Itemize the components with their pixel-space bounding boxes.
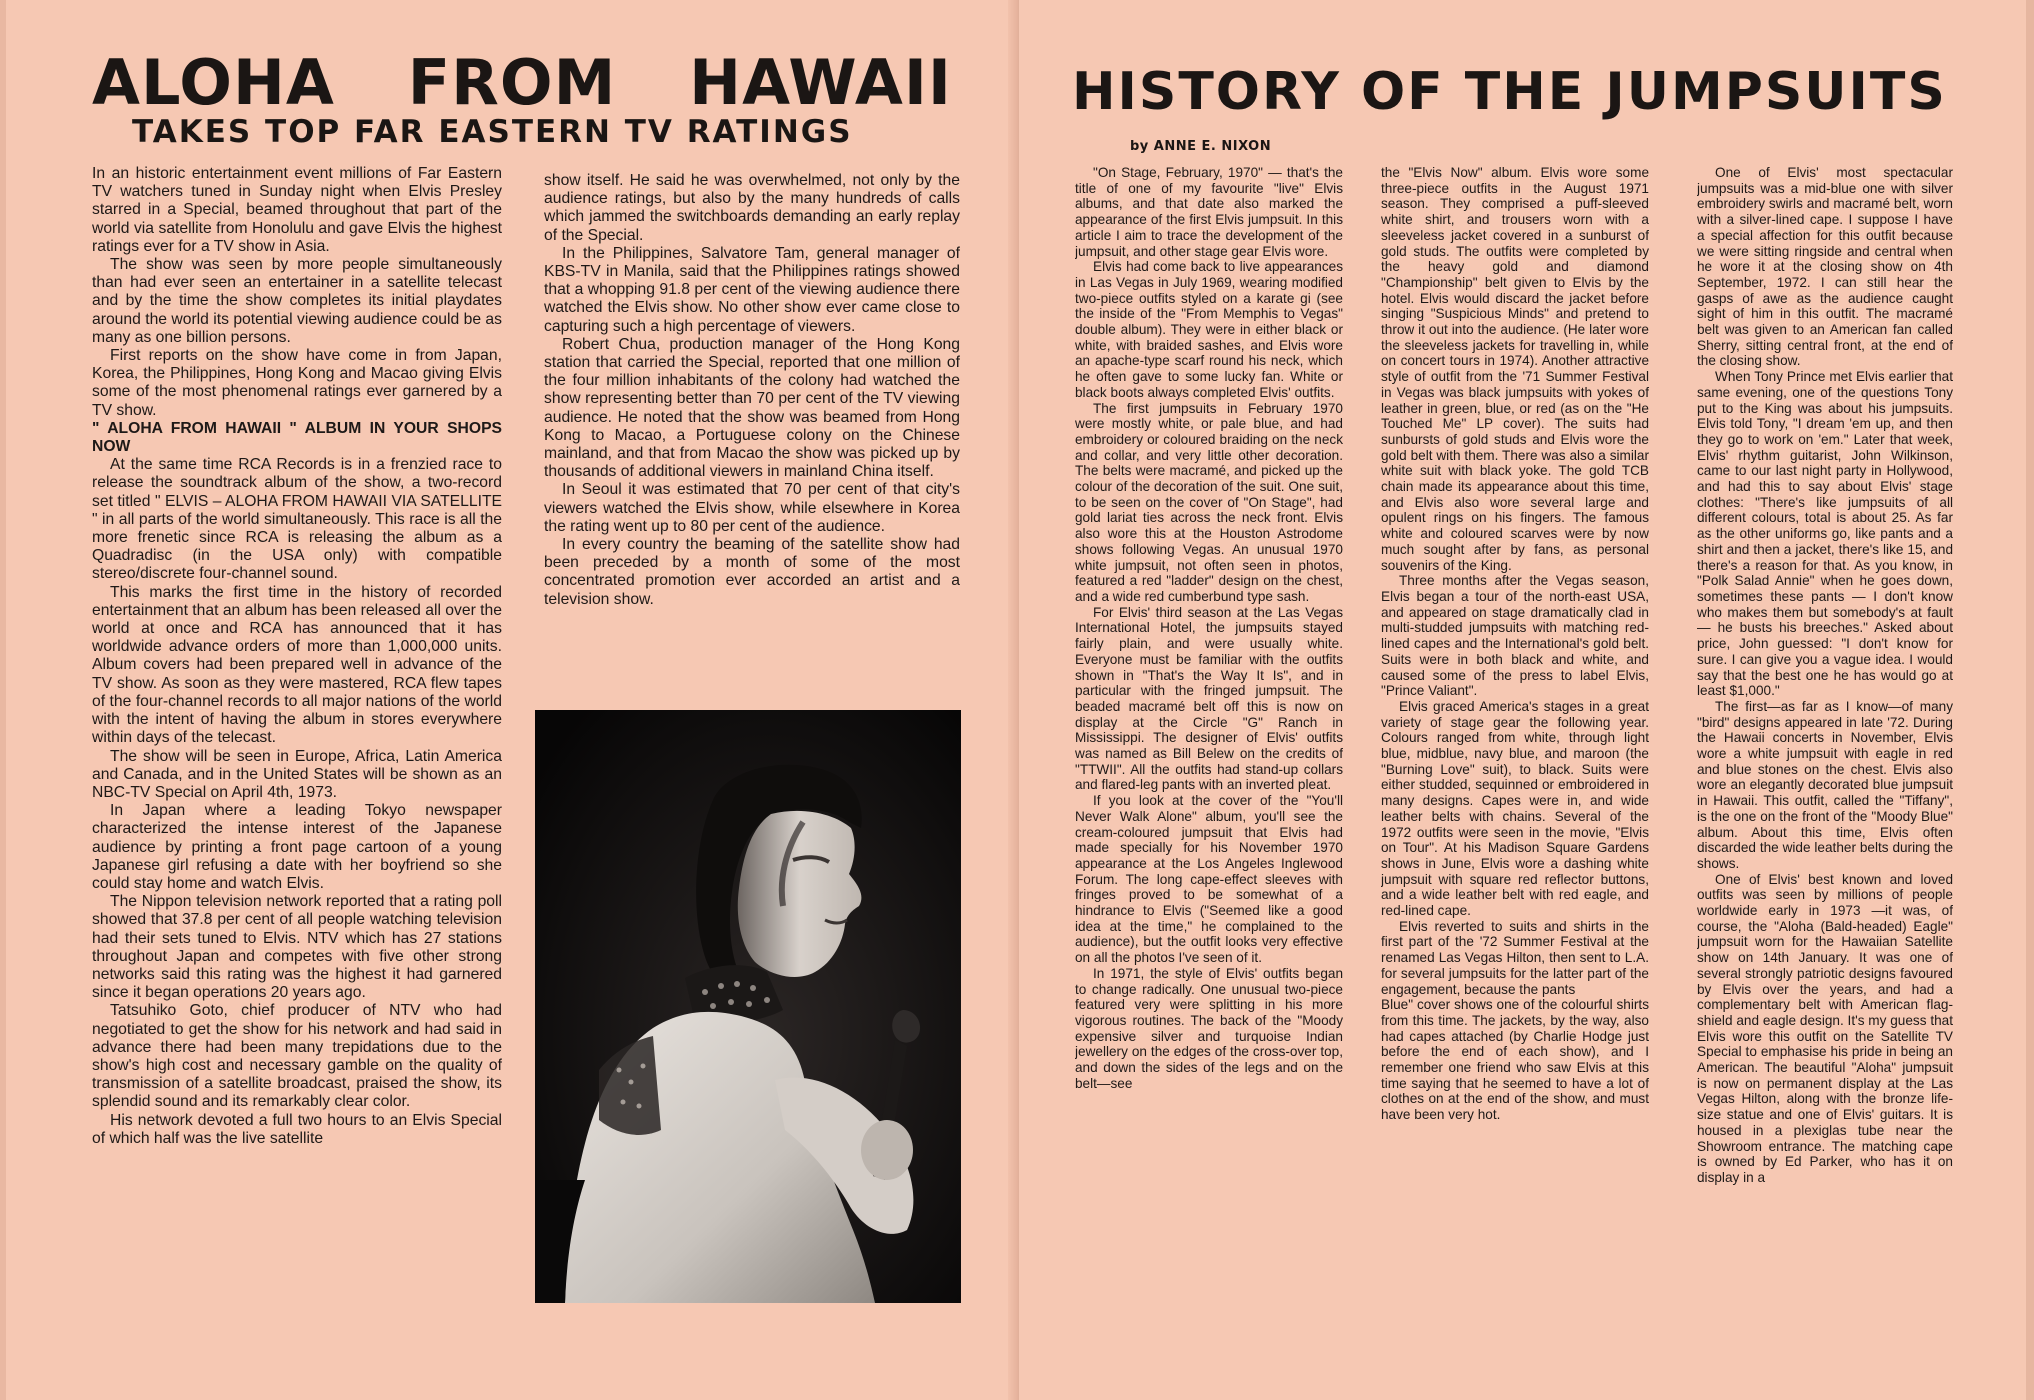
paragraph: One of Elvis' best known and loved outfits was seen by millions of people worldwide early in 1973 —it was, of course, the "Aloha (Bald-headed) Eagle" jumpsuit worn for the Hawaiian Satellite show on 14th January. It was one of several strongly patriotic designs favoured by Elvis over the years, and had a complementary belt with American flag-shield and eagle design. It's my guess that Elvis wore this outfit on the Satellite TV Special to emphasise his pride in being an American. The beautiful "Aloha" jumpsuit is now on permanent display at the Las Vegas Hilton, along with the bronze life-size statue and one of Elvis' guitars. It is housed in a plexiglas tube near the Showroom entrance. The matching cape is owned by Ed Parker, who has it on display in a (1697, 871, 1953, 1185)
performer-photo-illustration (535, 710, 961, 1303)
right-article-column-1 (1075, 165, 1343, 1335)
performer-photo (535, 710, 961, 1303)
paragraph: This marks the first time in the history of recorded entertainment that an album has been released all over the world at once and RCA has announced that it has worldwide advance orders of more than 1,000,000 units. Album covers had been prepared well in advance of the TV show. As soon as they were mastered, RCA flew tapes of the four-channel records to all major nations of the world with the intent of having the album in stores everywhere within days of the telecast. (92, 583, 502, 747)
paragraph: the "Elvis Now" album. Elvis wore some three-piece outfits in the August 1971 season. They comprised a puff-sleeved white shirt, and trousers worn with a sleeveless jacket covered in a sunburst of gold studs. The outfits were completed by the heavy gold and diamond "Championship" belt given to Elvis by the hotel. Elvis would discard the jacket before singing "Suspicious Minds" and pretend to throw it out into the audience. (He later wore the sleeveless jackets for travelling in, while on concert tours in 1974). Another attractive style of outfit from the '71 Summer Festival in Vegas was black jumpsuits with yokes of leather in green, blue, or red (as on the "He Touched Me" LP cover). The suits had sunbursts of gold studs and Elvis wore the gold belt with them. There was also a similar white suit with black yoke. The gold TCB chain made its appearance about this time, and Elvis also wore several large and opulent rings on his fingers. The famous white and coloured scarves were by now much sought after by fans, as personal souvenirs of the King. (1381, 165, 1649, 573)
paragraph: Blue" cover shows one of the colourful shirts from this time. The jackets, by the way, also had capes attached (by Charlie Hodge just before the end of each show), and I remember one friend who saw Elvis at this time saying that he seemed to have a lot of clothes on at the end of the show, and must have been very hot. (1381, 997, 1649, 1123)
paragraph: His network devoted a full two hours to an Elvis Special of which half was the live satellite (92, 1111, 502, 1147)
article-subheadline: TAKES TOP FAR EASTERN TV RATINGS (132, 114, 853, 150)
paragraph: For Elvis' third season at the Las Vegas International Hotel, the jumpsuits stayed fairly plain, and were usually white. Everyone must be familiar with the outfits shown in "That's the Way It Is", and in particular with the fringed jumpsuit. The beaded macramé belt off this is now on display at the Circle "G" Ranch in Mississippi. The designer of Elvis' outfits was named as Bill Belew on the credits of "TTWII". All the outfits had stand-up collars and flared-leg pants with an inverted pleat. (1075, 604, 1343, 793)
article-headline: ALOHA FROM HAWAII (92, 46, 952, 119)
page-edge (2026, 0, 2034, 1400)
paragraph: "On Stage, February, 1970" — that's the title of one of my favourite "live" Elvis albums, and that date also marked the appearance of the first Elvis jumpsuit. In this article I aim to trace the development of the jumpsuit, and other stage gear Elvis wore. (1075, 165, 1343, 259)
paragraph: Three months after the Vegas season, Elvis began a tour of the north-east USA, and appeared on stage dramatically clad in multi-studded jumpsuits with matching red-lined capes and the International's gold belt. Suits were in both black and white, and caused some of the press to label Elvis, "Prince Valiant". (1381, 573, 1649, 699)
right-article-column-2 (1381, 165, 1649, 1335)
paragraph: In an historic entertainment event millions of Far Eastern TV watchers tuned in Sunday night when Elvis Presley starred in a Special, beamed throughout that part of the world via satellite from Honolulu and gave Elvis the highest ratings ever for a TV show in Asia. (92, 165, 502, 255)
paragraph: The first—as far as I know—of many "bird" designs appeared in late '72. During the Hawaii concerts in November, Elvis wore a white jumpsuit with eagle in red and blue stones on the chest. Elvis also wore an elegantly decorated blue jumpsuit in Hawaii. This outfit, called the "Tiffany", is the one on the front of the "Moody Blue" album. About this time, Elvis often discarded the wide leather belts during the shows. (1697, 698, 1953, 871)
article-headline: HISTORY OF THE JUMPSUITS (1072, 62, 1947, 122)
paragraph: At the same time RCA Records is in a frenzied race to release the soundtrack album of the show, a two-record set titled " ELVIS – ALOHA FROM HAWAII VIA SATELLITE " in all parts of the world simultaneously. This race is all the more frenetic since RCA is releasing the album as a Quadradisc (in the USA only) with compatible stereo/discrete four-channel sound. (92, 456, 502, 583)
paragraph: Elvis had come back to live appearances in Las Vegas in July 1969, wearing modified two-piece outfits styled on a karate gi (see the inside of the "From Memphis to Vegas" double album). They were in either black or white, with braided sashes, and Elvis wore an apache-type scarf round his neck, which he often gave to some lucky fan. White or black boots always completed Elvis' outfits. (1075, 259, 1343, 400)
paragraph: Elvis graced America's stages in a great variety of stage gear the following year. Colours ranged from white, through light blue, midblue, navy blue, and maroon (the "Burning Love" suit), to black. Suits were either studded, sequinned or embroidered in many designs. Capes were in, and wide leather belts with chains. Several of the 1972 outfits were seen in the movie, "Elvis on Tour". At his Madison Square Gardens shows in June, Elvis wore a dashing white jumpsuit with square red reflector buttons, and a wide leather belt with red eagle, and red-lined cape. (1381, 698, 1649, 919)
paragraph: In Japan where a leading Tokyo newspaper characterized the intense interest of the Japanese audience by printing a front page cartoon of a young Japanese girl refusing a date with her boyfriend so she could stay home and watch Elvis. (92, 802, 502, 892)
left-article-column-2 (544, 172, 960, 702)
paragraph: The show was seen by more people simultaneously than had ever seen an entertainer in a satellite telecast and by the time the show completes its initial playdates around the world its potential viewing audience could be as many as one billion persons. (92, 256, 502, 346)
paragraph: show itself. He said he was overwhelmed, not only by the audience ratings, but also by the many hundreds of calls which jammed the switchboards demanding an early replay of the Special. (544, 172, 960, 244)
paragraph: In 1971, the style of Elvis' outfits began to change radically. One unusual two-piece featured very were splitting in his more vigorous routines. The back of the "Moody expensive silver and turquoise Indian jewellery on the edges of the cross-over top, and down the sides of the legs and on the belt—see (1075, 965, 1343, 1091)
left-article-column-1 (92, 165, 502, 1305)
byline: by ANNE E. NIXON (1130, 139, 1272, 154)
paragraph: The show will be seen in Europe, Africa, Latin America and Canada, and in the United States will be shown as an NBC-TV Special on April 4th, 1973. (92, 747, 502, 801)
paragraph: The Nippon television network reported that a rating poll showed that 37.8 per cent of all people watching television had their sets tuned to Elvis. NTV which has 27 stations throughout Japan and competes with five other strong networks said this rating was the highest it had garnered since it began operations 20 years ago. (92, 893, 502, 1002)
right-article-column-3 (1697, 165, 1953, 1335)
paragraph: In Seoul it was estimated that 70 per cent of that city's viewers watched the Elvis show, while elsewhere in Korea the rating went up to 80 per cent of the audience. (544, 481, 960, 535)
paragraph: The first jumpsuits in February 1970 were mostly white, or pale blue, and had embroidery or coloured braiding on the neck and collar, and very little other decoration. The belts were macramé, and picked up the colour of the decoration of the suit. One suit, to be seen on the cover of "On Stage", had gold lariat ties across the neck front. Elvis also wore this at the Houston Astrodome shows following Vegas. An unusual 1970 white jumpsuit, not often seen in photos, featured a red "ladder" design on the chest, and a wide red cumberbund type sash. (1075, 400, 1343, 604)
left-page (0, 0, 1013, 1400)
section-subhead: " ALOHA FROM HAWAII " ALBUM IN YOUR SHOPS NOW (92, 419, 502, 456)
page-edge (0, 0, 6, 1400)
paragraph: In the Philippines, Salvatore Tam, general manager of KBS-TV in Manila, said that the Philippines ratings showed that a whopping 91.8 per cent of the viewing audience there watched the Elvis show. No other show ever came close to capturing such a high percentage of viewers. (544, 244, 960, 335)
paragraph: In every country the beaming of the satellite show had been preceded by a month of some of the most concentrated promotion ever accorded an artist and a television show. (544, 536, 960, 608)
paragraph: One of Elvis' most spectacular jumpsuits was a mid-blue one with silver embroidery swirls and macramé belt, worn with a silver-lined cape. I suppose I have a special affection for this outfit because we were sitting ringside and central when he wore it at the closing show on 4th September, 1972. I can still hear the gasps of awe as the audience caught sight of him in this outfit. The macramé belt was given to an American fan called Sherry, sitting central front, at the end of the closing show. (1697, 165, 1953, 369)
paragraph: If you look at the cover of the "You'll Never Walk Alone" album, you'll see the cream-coloured jumpsuit that Elvis had made specially for his November 1970 appearance at the Los Angeles Inglewood Forum. The long cape-effect sleeves with fringes proved to be somewhat of a hindrance to Elvis ("Seemed like a good idea at the time," he complained to the audience), but the outfit looks very effective on all the photos I've seen of it. (1075, 793, 1343, 966)
paragraph: First reports on the show have come in from Japan, Korea, the Philippines, Hong Kong and Macao giving Elvis some of the most phenomenal ratings ever garnered by a TV show. (92, 347, 502, 419)
paragraph: Elvis reverted to suits and shirts in the first part of the '72 Summer Festival at the renamed Las Vegas Hilton, then sent to L.A. for several jumpsuits for the latter part of the engagement, because the pants (1381, 918, 1649, 997)
paragraph: When Tony Prince met Elvis earlier that same evening, one of the questions Tony put to the King was about his jumpsuits. Elvis told Tony, "I dream 'em up, and then they go to work on 'em." Later that week, Elvis' rhythm guitarist, John Wilkinson, came to our last night party in Hollywood, and had this to say about Elvis' stage clothes: "There's like jumpsuits of all different colours, total is about 25. As far as the other uniforms go, like pants and a shirt and then a jacket, there's like 15, and there's a reason for that. As you know, in "Polk Salad Annie" when he goes down, sometimes these pants — I don't know who makes them but somebody's at fault — he busts his breeches." Asked about price, John guessed: "I don't know for sure. I can give you a vague idea. I would say that the best one he has would go at least $1,000." (1697, 369, 1953, 699)
paragraph: Robert Chua, production manager of the Hong Kong station that carried the Special, reported that one million of the four million inhabitants of the colony had watched the show representing better than 70 per cent of the TV viewing audience. He noted that the show was beamed from Hong Kong to Macao, a Portuguese colony on the Chinese mainland, and that from Macao the show was picked up by thousands of additional viewers in mainland China itself. (544, 335, 960, 481)
paragraph: Tatsuhiko Goto, chief producer of NTV who had negotiated to get the show for his network and had said in advance there had been many trepidations due to the show's high cost and necessary gamble on the quality of transmission of a satellite broadcast, praised the show, its splendid sound and its remarkably clear color. (92, 1002, 502, 1111)
